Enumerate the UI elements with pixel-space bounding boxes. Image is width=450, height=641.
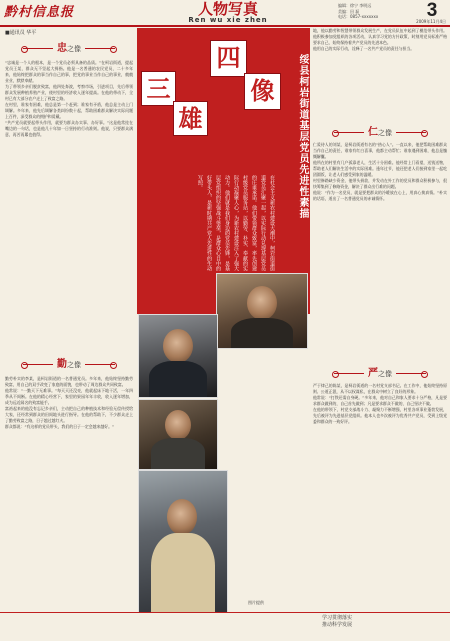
flourish-icon <box>396 373 426 374</box>
flourish-icon <box>23 364 53 365</box>
portrait-photo <box>138 314 218 398</box>
masthead-logo: 黔村信息报 <box>4 5 75 20</box>
heading-suffix: 之像 <box>378 129 392 137</box>
portrait-photo <box>216 273 308 349</box>
article-text-strictness: 严于律己的陈某，是柯岩街道的一名村党支部书记。在工作中，他始终坚持原则、公道正派，从不以权谋私，在群众中树立了良好的形象。 他常说：“打铁还需自身硬。”多年来，他对自己和家人要求十分严格，凡是要求群众做到的，自己首先做到；凡是要求群众不做的，自己坚决不做。 在他的带领下，村党支部战斗力、凝聚力不断增强，村里各项事业蓬勃发展，先后被评为先进基层党组织。他本人也多次被评为优秀共产党员，受到上级党委和群众的一致好评。 <box>313 383 447 424</box>
photo-credit: 图片提供 <box>248 600 264 605</box>
section-title: 人物写真 <box>197 0 258 18</box>
title-char: 像 <box>250 76 275 105</box>
issue-date: 2009年11月4日 <box>416 19 446 24</box>
title-char: 雄 <box>178 104 203 133</box>
title-char: 四 <box>216 43 241 72</box>
page-number: 3 <box>426 0 438 21</box>
flourish-icon <box>334 373 364 374</box>
heading-char: 严 <box>368 368 378 379</box>
heading-suffix: 之像 <box>67 45 81 53</box>
title-box <box>173 101 208 136</box>
footer-slogan-2: 推动科学发展 <box>322 622 353 628</box>
article-text-loyalty: “忠诚是一个人的根本，是一个党员必须具备的品质。”在柯岩街道，提起党员王某，群众无不竖起大拇指。他是一名普通的农民党员，二十多年来，他始终把群众的事当作自己的事，把党的事业当作自己的事业，兢兢业业，默默奉献。 为了带领乡亲们脱贫致富，他四处奔波，考察市场，引进项目，先后带领群众发展种植养殖产业，使村里的经济收入逐年提高。在他的带动下，全村已有大部分农户走上了致富之路。 在村里，谁家有困难，他总是第一个赶到；谁家有矛盾，他总是主动上门调解。多年来，他先后调解各类纠纷数十起，帮助困难群众解决实际问题上百件，深受群众的拥护和爱戴。 “共产党员就要起带头作用，就要为群众办实事、办好事。”这是他常挂在嘴边的一句话，也是他几十年如一日坚持的行动准则。他说，只要群众满意，再苦再累也值得。 <box>5 60 133 137</box>
footer-slogan: 学习贯彻落实 <box>322 615 353 621</box>
flourish-icon <box>334 132 364 133</box>
title-char: 三 <box>146 74 171 103</box>
flourish-icon <box>85 48 115 49</box>
section-heading-diligence <box>5 358 133 372</box>
section-heading-strictness <box>313 367 447 381</box>
flourish-icon <box>85 364 115 365</box>
byline: ■通讯员 华平 <box>5 30 37 36</box>
title-box <box>141 71 176 106</box>
section-heading-benevolence <box>313 126 447 140</box>
heading-suffix: 之像 <box>67 361 81 369</box>
heading-char: 仁 <box>368 127 378 138</box>
flourish-icon <box>23 48 53 49</box>
header-divider <box>0 25 450 27</box>
article-text-benevolence: 仁爱待人的刘某，是柯岩街道有名的“热心人”。一直以来，他把帮助困难群众当作自己的责任，谁家有红白喜事，他都主动帮忙；谁家遇到困难，他总是慷慨解囊。 他所在的村里有几户孤寡老人，生活十分困难。他经常上门看望，送钱送物，帮助老人们解决生活中的实际困难。逢年过节，他还把老人们接到家里一起吃团圆饭，让老人们感受到家的温暖。 村里修路缺少资金，他带头捐款，并发动在外工作的党员和群众积极参与，很快筹集到了修路资金，解决了群众出行难的问题。 他说：“作为一名党员，就是要把群众的冷暖放在心上，用真心换真情。”朴实的话语，道出了一名普通党员的赤诚情怀。 <box>313 142 447 201</box>
article-text-diligence: 勤劳朴实的李某，是柯岩街道的一名普通党员。多年来，他始终坚持勤劳致富，用自己的双手改变了家庭的面貌，也带动了周边群众共同致富。 他常说：“一勤天下无难事。”每天天还没亮，他就起床下地干活，一年四季从不间断。在他的精心经营下，家里的果园年年丰收，收入逐年增加，成为远近闻名的致富能手。 富裕起来的他没有忘记乡亲们，主动把自己的种植技术和经验无偿传授给大家，还经常到群众的田间地头进行指导。在他的帮助下，不少群众走上了勤劳致富之路，日子越过越红火。 群众都说：“有这样的党员带头，我们的日子一定会越来越好。” <box>5 376 133 429</box>
title-box <box>210 40 247 77</box>
heading-char: 勤 <box>57 359 67 370</box>
feature-intro: 在社会主义新农村建设大潮中，柯岩街道街道党员汇聚一起，以实际行动兑现基层党员的庄重承诺。他们带领群众致富，率先创建村级党员服务站，以勤劳、朴实、奉献的实际行动凝聚人心，为新农村建设注入了强大动力。他们就是我们身边的党员先锋，是基层党组织的坚强战斗堡垒，是群众心目中的好带头人，是新时期共产党人先进性的生动写照。 <box>197 175 275 271</box>
portrait-photo <box>138 470 228 614</box>
issue-info: 编辑：徐宁 李明远 美编：田 磊 电话：0857-xxxxxxx <box>338 3 379 19</box>
section-heading-loyalty <box>5 42 133 56</box>
flourish-icon <box>396 132 426 133</box>
portrait-photo <box>138 399 218 470</box>
heading-suffix: 之像 <box>378 370 392 378</box>
title-box <box>244 73 281 110</box>
heading-char: 忠 <box>57 43 67 54</box>
section-pinyin: Ren wu xie zhen <box>188 16 268 24</box>
feature-subtitle: 绥县柯岩街道基层党员先进性素描 <box>297 54 308 219</box>
article-text-continued: 地，他以勤劳和智慧带领群众发展生产，在党员队伍中起到了模范带头作用。他积极参加党组织的各项活动，认真学习党的方针政策，时刻用党员标准严格要求自己，始终保持着共产党员的先进本色。 他用自己的实际行动，诠释了一名共产党员的责任与担当。 <box>313 28 447 51</box>
